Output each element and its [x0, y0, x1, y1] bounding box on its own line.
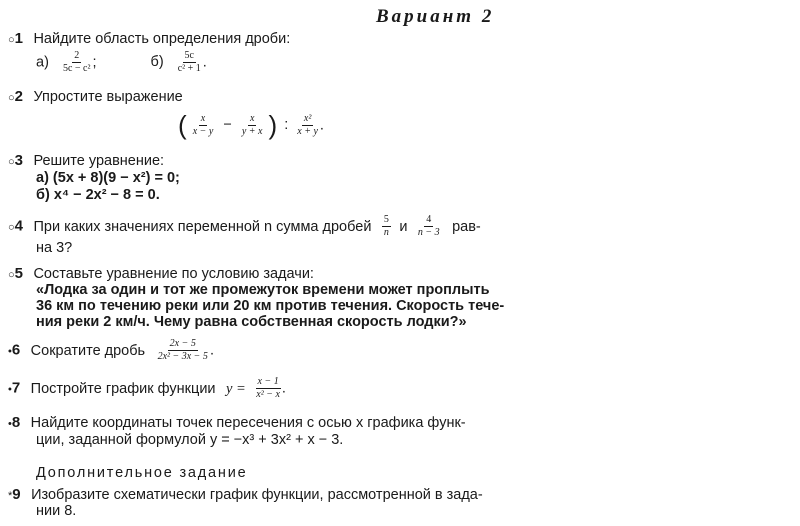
task-number: 8	[11, 414, 21, 431]
conjunction: и	[399, 218, 408, 235]
fraction-numerator: x	[200, 113, 206, 124]
task-text-continued: рав-	[452, 218, 481, 235]
task-text-line-1: Изобразите схематически график функции, рассмотренной в зада-	[31, 487, 483, 503]
task-8	[8, 414, 466, 432]
punctuation: ;	[92, 54, 97, 71]
fraction-numerator: 2x − 5	[169, 338, 196, 349]
task-text: При каких значениях переменной n сумма дробей	[33, 218, 372, 235]
fraction-denominator: x − y	[192, 126, 214, 137]
task-number: 2	[14, 88, 23, 105]
task-text: Упростите выражение	[33, 89, 183, 105]
task-2	[8, 88, 183, 106]
task-number: 6	[11, 341, 21, 359]
paren-left: (	[178, 110, 187, 140]
dot-bullet-icon: •	[8, 383, 12, 396]
fraction-denominator: 5c − c²	[62, 63, 91, 74]
fraction	[254, 376, 282, 401]
task-text-line-2: нии 8.	[36, 503, 77, 519]
additional-heading: Дополнительное задание	[36, 465, 248, 481]
task-number: 4	[14, 217, 23, 235]
task-1-options	[36, 50, 207, 75]
task-5	[8, 265, 314, 283]
fraction-denominator: n	[383, 227, 389, 238]
option-a-label: а)	[36, 54, 49, 71]
circle-bullet-icon: ○	[8, 156, 15, 168]
task-number: 3	[14, 152, 23, 169]
divide-sign: :	[284, 117, 289, 134]
fraction-3	[295, 113, 320, 138]
fraction-denominator: c² + 1	[177, 63, 201, 74]
star-bullet-icon: *	[8, 490, 13, 502]
problem-line-2: 36 км по течению реки или 20 км против течения. Скорость тече-	[36, 298, 505, 314]
fraction-2	[240, 113, 265, 138]
paren-right: )	[268, 110, 278, 140]
task-number: 7	[11, 379, 21, 397]
punctuation: .	[202, 54, 207, 71]
punctuation: .	[281, 380, 286, 397]
fraction-denominator: y + x	[241, 126, 263, 137]
fraction-numerator: 2	[74, 50, 80, 61]
task-6	[8, 338, 214, 363]
dot-bullet-icon: •	[8, 418, 12, 430]
punctuation: .	[319, 117, 324, 134]
circle-bullet-icon: ○	[8, 269, 15, 281]
minus-sign: −	[223, 117, 232, 134]
function-lhs: y =	[225, 380, 246, 397]
fraction-1	[191, 113, 216, 138]
fraction-numerator: x	[249, 113, 255, 124]
fraction-denominator: 2x² − 3x − 5	[157, 351, 208, 362]
task-3	[8, 152, 164, 170]
equation-a: а) (5x + 8)(9 − x²) = 0;	[36, 170, 180, 186]
circle-bullet-icon: ○	[8, 34, 15, 46]
punctuation: .	[209, 342, 214, 359]
fraction-numerator: 4	[426, 214, 432, 225]
fraction-numerator: x²	[303, 113, 312, 124]
task-number: 9	[12, 486, 21, 503]
fraction-numerator: 5	[383, 214, 389, 225]
fraction	[156, 338, 210, 363]
task-text: Найдите область определения дроби:	[33, 31, 291, 47]
circle-bullet-icon: ○	[8, 221, 15, 234]
task-text-line-2: ции, заданной формулой y = −x³ + 3x² + x − 3.	[36, 432, 344, 448]
task-text: Сократите дробь	[30, 342, 146, 359]
option-b-label: б)	[150, 54, 164, 71]
task-text: Составьте уравнение по условию задачи:	[33, 266, 314, 282]
fraction-1	[382, 214, 391, 239]
task-2-expression	[178, 110, 324, 141]
fraction-denominator: x² − x	[256, 389, 280, 400]
fraction-denominator: n − 3	[417, 227, 440, 238]
fraction-denominator: x + y	[297, 126, 318, 137]
variant-title: Вариант 2	[376, 6, 495, 27]
fraction-numerator: 5c	[184, 50, 194, 61]
fraction-numerator: x − 1	[257, 376, 279, 387]
task-9	[8, 486, 483, 504]
equation-b: б) x⁴ − 2x² − 8 = 0.	[36, 187, 160, 203]
task-text-line-1: Найдите координаты точек пересечения с осью x графика функ-	[30, 415, 466, 431]
circle-bullet-icon: ○	[8, 92, 15, 104]
task-text: Решите уравнение:	[33, 153, 165, 169]
fraction-a	[61, 50, 93, 75]
task-number: 5	[14, 265, 23, 282]
task-text: Постройте график функции	[30, 380, 216, 397]
task-4	[8, 214, 481, 239]
problem-line-3: ния реки 2 км/ч. Чему равна собственная скорость лодки?»	[36, 314, 467, 330]
fraction-b	[176, 50, 203, 75]
dot-bullet-icon: •	[8, 345, 12, 358]
task-4-line-2: на 3?	[36, 240, 73, 256]
task-1	[8, 30, 290, 48]
problem-line-1: «Лодка за один и тот же промежуток времени может проплыть	[36, 282, 490, 298]
fraction-2	[416, 214, 442, 239]
task-7	[8, 376, 286, 401]
task-number: 1	[14, 30, 23, 47]
